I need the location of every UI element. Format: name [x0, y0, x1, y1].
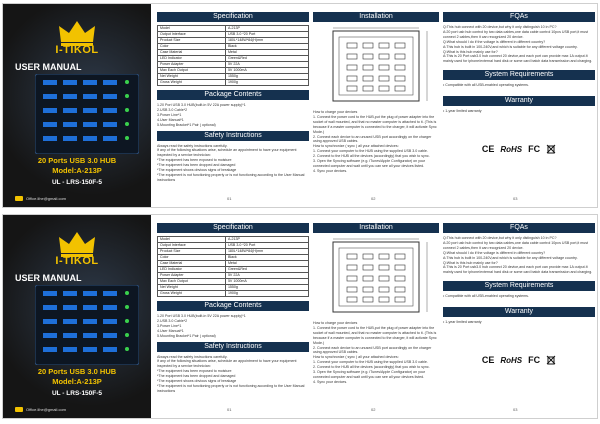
column-faq: [443, 223, 595, 411]
spec-value: Green&Red: [225, 267, 308, 273]
hub-drawing-icon: [313, 25, 439, 107]
page-number: 01: [227, 407, 232, 412]
hub-drawing-icon: [313, 236, 439, 318]
sysreq-text: • Compatible with all USB-enabled operating systems.: [443, 294, 529, 299]
package-item: 1.20 Port USB 3.0 HUB(built-in 5V 22A power supply)*1: [157, 314, 246, 318]
package-item: 5.Mounting Bracket*1 Pair ( optional): [157, 122, 216, 127]
package-item: 5.Mounting Bracket*1 Pair ( optional): [157, 333, 216, 338]
spec-label: LED Indicator: [158, 267, 226, 273]
faq-line: Q:What should I do if the voltage is different in different country?: [443, 250, 546, 255]
spec-label: Color: [158, 255, 226, 261]
spec-label: Gross Weight: [158, 291, 226, 297]
column-install: [313, 12, 439, 200]
manual-sheet-1: [2, 3, 598, 208]
fc-mark: FC: [528, 355, 541, 366]
faq-line: Q:This hub connect with 20 device,but why it only distinguish 10 in PC?: [443, 236, 557, 240]
spec-header: Specification: [157, 12, 309, 22]
spec-value: 1900g: [225, 291, 308, 297]
faq-line: Q:What should I do if the voltage is different in different country?: [443, 39, 546, 44]
page-number: 03: [513, 407, 518, 412]
spec-label: Net Weight: [158, 74, 226, 80]
faq-header: FQAs: [443, 223, 595, 233]
package-item: 3.Power Line*1: [157, 112, 182, 117]
spec-label: Power Adapter: [158, 62, 226, 68]
safety-header: Safety Instructions: [157, 131, 309, 141]
package-list: [157, 314, 309, 339]
spec-value: Black: [225, 255, 308, 261]
spec-value: Green&Red: [225, 56, 308, 62]
safety-line: Always read the safety instructions carefully.: [157, 354, 228, 359]
sysreq-text: • Compatible with all USB-enabled operating systems.: [443, 83, 529, 88]
package-item: 2.USB 3.0 Cable*2: [157, 318, 188, 323]
spec-table: [157, 25, 309, 86]
column-faq: [443, 12, 595, 200]
package-header: Package Contents: [157, 90, 309, 100]
install-header: Installation: [313, 12, 439, 22]
faq-line: A:20 port usb hub control by two data cables,one data cable control 10pcs USB port,it must connect 2 cables,then it can recognized 20 device.: [443, 29, 589, 39]
install-line: 2. Connect each device to an unused USB port accordingly on the charger using approved USB cables.: [313, 345, 432, 355]
cover-title-line-2: Model:A-213P: [52, 377, 102, 386]
install-line: How to synchronize ( sync ) all your attached devices:: [313, 355, 399, 360]
faq-line: Q:This hub connect with 20 device,but why it only distinguish 10 in PC?: [443, 25, 557, 29]
recycle-bin-icon: [546, 355, 556, 365]
spec-value: Black: [225, 44, 308, 50]
manual-title: USER MANUAL: [15, 62, 82, 72]
faq-line: A:This hub is built in 100-240V,and which is suitable for any different voltage country.: [443, 44, 578, 49]
safety-line: If any of the following situations arise, schedule an appointment to have your equipment inspected by a service technician:: [157, 148, 297, 158]
faq-line: A:20 port usb hub control by two data cables,one data cable control 10pcs USB port,it must connect 2 cables,then it can recognized 20 device.: [443, 240, 589, 250]
cover-title-line-1: 20 Ports USB 3.0 HUB: [37, 367, 117, 376]
brand-name: I-TIKOL: [55, 44, 99, 56]
safety-line: *The equipment is not functioning properly or is not functioning according to the User Manual instructions: [157, 172, 305, 182]
faq-line: A:This hub is built in 100-240V,and which is suitable for any different voltage country.: [443, 255, 578, 260]
mail-icon: [15, 407, 23, 412]
spec-label: Gross Weight: [158, 80, 226, 86]
spec-label: LED Indicator: [158, 56, 226, 62]
install-text: [313, 321, 439, 385]
email-line: [15, 407, 66, 412]
cover-product-title: [3, 367, 151, 387]
spec-label: Case Material: [158, 261, 226, 267]
safety-line: *The equipment shows obvious signs of breakage: [157, 168, 237, 173]
spec-label: Net Weight: [158, 285, 226, 291]
spec-value: 1550g: [225, 74, 308, 80]
package-header: Package Contents: [157, 301, 309, 311]
spec-label: Output Interface: [158, 32, 226, 38]
install-line: How to synchronize ( sync ) all your attached devices:: [313, 144, 399, 149]
faq-header: FQAs: [443, 12, 595, 22]
safety-line: *The equipment is not functioning properly or is not functioning according to the User Manual instructions: [157, 383, 305, 393]
spec-value: Metal: [225, 50, 308, 56]
spec-label: Case Material: [158, 50, 226, 56]
safety-line: *The equipment has been dropped and damaged: [157, 163, 236, 168]
cover-product-title: [3, 156, 151, 176]
install-line: 1. Connect your computer to the HUB using the supplied USB 3.0 cable.: [313, 360, 428, 365]
spec-label: Product Size: [158, 249, 226, 255]
install-line: 3. Open the Syncing software (e.g. iTunes/Apple Configurator) on your connected computer and wait until you can see all your devices listed.: [313, 370, 426, 379]
spec-label: Color: [158, 44, 226, 50]
faq-line: A:This is 20 Port usb3.0 hub connect 20 device,and each port can provide max 1A output.It mainly used for iphone/external hard disk or some card batch data transmission and charging.: [443, 265, 593, 275]
install-line: 2. Connect to the HUB all the devices (accordingly) that you wish to sync.: [313, 365, 430, 370]
safety-header: Safety Instructions: [157, 342, 309, 352]
safety-line: *The equipment has been exposed to moisture: [157, 158, 232, 163]
column-spec: [157, 223, 309, 411]
install-line: 2. Connect to the HUB all the devices (accordingly) that you wish to sync.: [313, 154, 430, 159]
page-number: 02: [371, 196, 376, 201]
page-number: 01: [227, 196, 232, 201]
safety-text: [157, 144, 309, 183]
spec-value: A-213P: [225, 237, 308, 243]
safety-line: Always read the safety instructions carefully.: [157, 143, 228, 148]
spec-label: Output Interface: [158, 243, 226, 249]
spec-row: [158, 291, 309, 297]
faq-line: Q:What is this hub mainly use for?: [443, 49, 498, 54]
spec-label: Product Size: [158, 38, 226, 44]
safety-line: *The equipment has been exposed to moisture: [157, 369, 232, 374]
package-item: 4.User Manual*1: [157, 328, 184, 333]
install-line: 1. Connect your computer to the HUB using the supplied USB 3.0 cable.: [313, 149, 428, 154]
manual-title: USER MANUAL: [15, 273, 82, 283]
page-number: 03: [513, 196, 518, 201]
sysreq-header: System Requirements: [443, 70, 595, 80]
faq-line: A:This is 20 Port usb3.0 hub connect 20 device,and each port can provide max 1A output.It mainly used for iphone/external hard disk or some card batch data transmission and charging.: [443, 54, 593, 64]
spec-label: Model: [158, 26, 226, 32]
recycle-bin-icon: [546, 144, 556, 154]
install-header: Installation: [313, 223, 439, 233]
spec-label: Max Each Output: [158, 68, 226, 74]
spec-value: 5V 1000mA: [225, 279, 308, 285]
spec-label: Model: [158, 237, 226, 243]
email-address: Office.lihe@gmail.com: [26, 196, 66, 201]
brand-name: I-TIKOL: [55, 255, 99, 267]
manual-sheet-2: [2, 214, 598, 419]
mail-icon: [15, 196, 23, 201]
cover-model-code: UL - LRS-150F-5: [51, 390, 103, 397]
package-item: 1.20 Port USB 3.0 HUB(built-in 5V 22A power supply)*1: [157, 103, 246, 107]
install-line: 3. Open the Syncing software (e.g. iTunes/Apple Configurator) on your connected computer and wait until you can see all your devices listed.: [313, 159, 426, 168]
spec-value: 180L*148W*84(H)mm: [225, 38, 308, 44]
warranty-text: • 1-year limited warranty: [443, 109, 482, 114]
email-address: Office.lihe@gmail.com: [26, 407, 66, 412]
spec-value: USB 3.0 *20 Port: [225, 32, 308, 38]
usb-ports-illustration-icon: [35, 285, 139, 365]
ce-mark: CE: [481, 144, 495, 155]
faq-line: Q:What is this hub mainly use for?: [443, 260, 498, 265]
install-line: 1. Connect the power cord to the HUB,put the plug of power adapter into the socket of wall mounted, and that no master computer is attached to it. (This is because if a master computer is connected to the charger, it will activate Sync Mode.): [313, 325, 437, 345]
package-item: 3.Power Line*1: [157, 323, 182, 328]
cover-title-line-1: 20 Ports USB 3.0 HUB: [37, 156, 117, 165]
safety-line: If any of the following situations arise, schedule an appointment to have your equipment inspected by a service technician:: [157, 359, 297, 369]
install-line: 4. Sync your devices.: [313, 168, 348, 173]
cover-title-line-2: Model:A-213P: [52, 166, 102, 175]
safety-line: *The equipment has been dropped and damaged: [157, 374, 236, 379]
install-line: How to charge your devices: [313, 110, 358, 114]
package-item: 4.User Manual*1: [157, 117, 184, 122]
page-number: 02: [371, 407, 376, 412]
spec-label: Max Each Output: [158, 279, 226, 285]
spec-value: 1550g: [225, 285, 308, 291]
fc-mark: FC: [528, 144, 541, 155]
spec-table: [157, 236, 309, 297]
safety-line: *The equipment shows obvious signs of breakage: [157, 379, 237, 384]
spec-value: 5V 1000mA: [225, 68, 308, 74]
install-line: 2. Connect each device to an unused USB port accordingly on the charger using approved USB cables.: [313, 134, 432, 144]
spec-value: USB 3.0 *20 Port: [225, 243, 308, 249]
install-line: How to charge your devices: [313, 321, 358, 325]
install-text: [313, 110, 439, 174]
cover-model-code: UL - LRS-150F-5: [51, 179, 103, 186]
cover-panel: [3, 215, 151, 418]
warranty-text: • 1-year limited warranty: [443, 320, 482, 325]
rohs-mark: RoHS: [500, 355, 523, 365]
spec-row: [158, 80, 309, 86]
spec-value: A-213P: [225, 26, 308, 32]
spec-label: Power Adapter: [158, 273, 226, 279]
spec-header: Specification: [157, 223, 309, 233]
spec-value: 180L*148W*84(H)mm: [225, 249, 308, 255]
package-list: [157, 103, 309, 128]
warranty-header: Warranty: [443, 307, 595, 317]
email-line: [15, 196, 66, 201]
warranty-header: Warranty: [443, 96, 595, 106]
spec-value: Metal: [225, 261, 308, 267]
certification-marks: [443, 355, 595, 365]
rohs-mark: RoHS: [500, 144, 523, 154]
certification-marks: [443, 144, 595, 154]
spec-value: 5V 22A: [225, 62, 308, 68]
install-line: 1. Connect the power cord to the HUB,put the plug of power adapter into the socket of wall mounted, and that no master computer is attached to it. (This is because if a master computer is connected to the charger, it will activate Sync Mode.): [313, 114, 437, 134]
spec-value: 1900g: [225, 80, 308, 86]
safety-text: [157, 355, 309, 394]
usb-ports-illustration-icon: [35, 74, 139, 154]
package-item: 2.USB 3.0 Cable*2: [157, 107, 188, 112]
column-install: [313, 223, 439, 411]
install-line: 4. Sync your devices.: [313, 379, 348, 384]
ce-mark: CE: [481, 355, 495, 366]
sysreq-header: System Requirements: [443, 281, 595, 291]
faq-text: [443, 236, 595, 275]
column-spec: [157, 12, 309, 200]
faq-text: [443, 25, 595, 64]
spec-value: 5V 22A: [225, 273, 308, 279]
cover-panel: [3, 4, 151, 207]
